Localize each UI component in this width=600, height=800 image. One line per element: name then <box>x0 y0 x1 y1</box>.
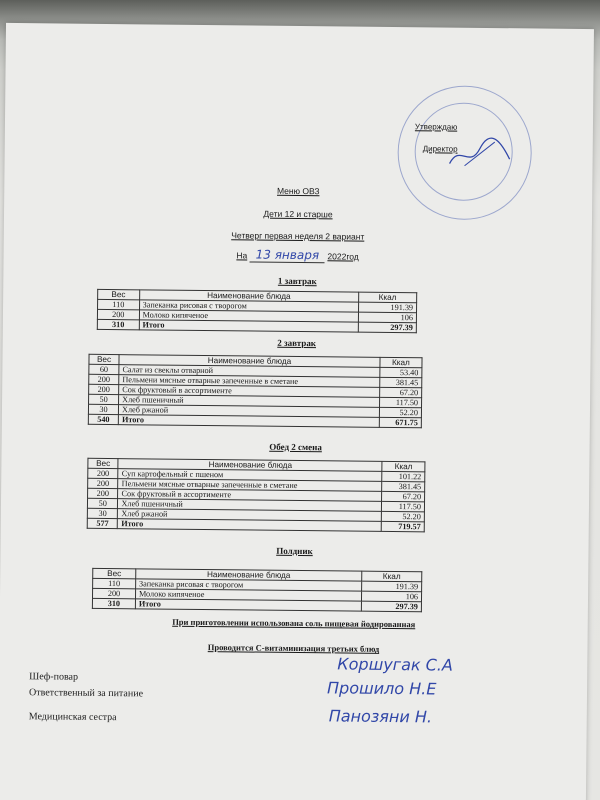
col-dish: Наименование блюда <box>118 459 382 472</box>
day-line: Четверг первая неделя 2 вариант <box>231 230 365 242</box>
chef-signature: Коршугак С.А <box>337 654 453 675</box>
dish-cell: Суп картофельный с пшеном <box>118 469 382 482</box>
dish-cell: Хлеб ржаной <box>118 509 382 522</box>
weight-cell: 200 <box>88 488 119 498</box>
col-kcal: Ккал <box>380 357 422 367</box>
col-weight: Вес <box>93 568 136 578</box>
kcal-cell: 297.39 <box>361 601 421 612</box>
dish-cell: Хлеб пшеничный <box>119 395 380 408</box>
col-dish: Наименование блюда <box>139 290 358 302</box>
kcal-cell: 381.45 <box>380 377 422 387</box>
col-dish: Наименование блюда <box>119 355 380 368</box>
menu-document <box>0 23 594 800</box>
weight-cell: 50 <box>87 498 118 508</box>
responsible-signature: Прошило Н.Е <box>326 678 437 699</box>
dish-cell: Итого <box>139 320 358 332</box>
kcal-cell: 719.57 <box>382 521 425 531</box>
date-suffix: 2022год <box>327 251 359 262</box>
col-weight: Вес <box>88 458 119 468</box>
menu-table <box>87 458 426 533</box>
date-line <box>4 245 592 265</box>
kcal-cell: 52.20 <box>382 511 425 521</box>
kcal-cell: 671.75 <box>379 417 421 427</box>
kcal-cell: 67.20 <box>382 491 425 501</box>
kcal-cell: 67.20 <box>379 387 421 397</box>
weight-cell: 310 <box>92 598 135 608</box>
kcal-cell: 53.40 <box>380 367 422 377</box>
weight-cell: 200 <box>88 478 119 488</box>
nurse-signature: Панозяни Н. <box>328 706 433 727</box>
weight-cell: 310 <box>97 319 139 329</box>
weight-cell: 200 <box>92 588 135 598</box>
vitamin-note: Проводится С-витаминизация третьих блюд <box>207 642 380 654</box>
weight-cell: 30 <box>87 508 118 518</box>
role-responsible: Ответственный за питание <box>28 687 144 700</box>
col-kcal: Ккал <box>362 571 422 582</box>
role-chef: Шеф-повар <box>29 671 79 683</box>
dish-cell: Хлеб ржаной <box>119 405 380 418</box>
total-row <box>88 414 421 427</box>
dish-cell: Сок фруктовый в ассортименте <box>119 385 380 398</box>
kcal-cell: 106 <box>358 312 416 323</box>
dish-cell: Итого <box>118 415 379 428</box>
dish-cell: Итого <box>118 519 382 532</box>
kcal-cell: 191.39 <box>362 581 422 592</box>
dish-cell: Запеканка рисовая с творогом <box>136 579 362 591</box>
approved-label: Утверждаю <box>414 122 458 132</box>
weight-cell: 60 <box>89 364 119 374</box>
weight-cell: 200 <box>88 468 119 478</box>
menu-table <box>88 354 423 428</box>
weight-cell: 577 <box>87 518 118 528</box>
kcal-cell: 191.39 <box>358 302 416 313</box>
total-row <box>92 598 421 611</box>
kcal-cell: 117.50 <box>382 501 425 511</box>
weight-cell: 110 <box>98 299 140 309</box>
dish-cell: Пельмени мясные отварные запеченные в сметане <box>119 375 380 388</box>
director-signature <box>444 134 514 175</box>
weight-cell: 200 <box>89 384 119 394</box>
date-prefix: На <box>236 250 248 261</box>
total-row <box>97 319 416 332</box>
menu-table <box>97 289 417 333</box>
kcal-cell: 106 <box>361 591 421 602</box>
role-nurse: Медицинская сестра <box>28 711 117 724</box>
weight-cell: 110 <box>93 578 136 588</box>
weight-cell: 200 <box>89 374 119 384</box>
col-dish: Наименование блюда <box>136 569 362 581</box>
kcal-cell: 52.20 <box>379 407 421 417</box>
dish-cell: Хлеб пшеничный <box>118 499 382 512</box>
weight-cell: 30 <box>88 404 118 414</box>
dish-cell: Салат из свеклы отварной <box>119 365 380 378</box>
dish-cell: Запеканка рисовая с творогом <box>139 300 358 312</box>
kcal-cell: 101.22 <box>382 471 425 481</box>
age-group: Дети 12 и старше <box>263 208 333 220</box>
weight-cell: 540 <box>88 414 118 424</box>
section-title: Обед 2 смена <box>269 441 322 453</box>
dish-cell: Молоко кипяченое <box>135 589 361 601</box>
total-row <box>87 518 424 532</box>
col-weight: Вес <box>89 354 119 364</box>
dish-cell: Итого <box>135 599 361 611</box>
weight-cell: 200 <box>97 309 139 319</box>
kcal-cell: 381.45 <box>382 481 425 491</box>
director-label: Директор <box>422 144 458 154</box>
dish-cell: Пельмени мясные отварные запеченные в сметане <box>118 479 382 492</box>
kcal-cell: 297.39 <box>358 322 416 333</box>
section-title: 2 завтрак <box>277 337 317 349</box>
col-kcal: Ккал <box>382 461 425 471</box>
col-weight: Вес <box>98 289 140 299</box>
menu-table <box>92 568 422 612</box>
dish-cell: Сок фруктовый в ассортименте <box>118 489 382 502</box>
menu-title: Меню ОВЗ <box>276 185 320 197</box>
col-kcal: Ккал <box>358 292 416 303</box>
dish-cell: Молоко кипяченое <box>139 310 358 322</box>
section-title: 1 завтрак <box>277 275 317 287</box>
salt-note: При приготовлении использована соль пищевая йодированная <box>172 616 416 630</box>
section-title: Полдник <box>276 545 313 557</box>
weight-cell: 50 <box>89 394 119 404</box>
date-handwritten: 13 января <box>250 247 326 263</box>
kcal-cell: 117.50 <box>379 397 421 407</box>
